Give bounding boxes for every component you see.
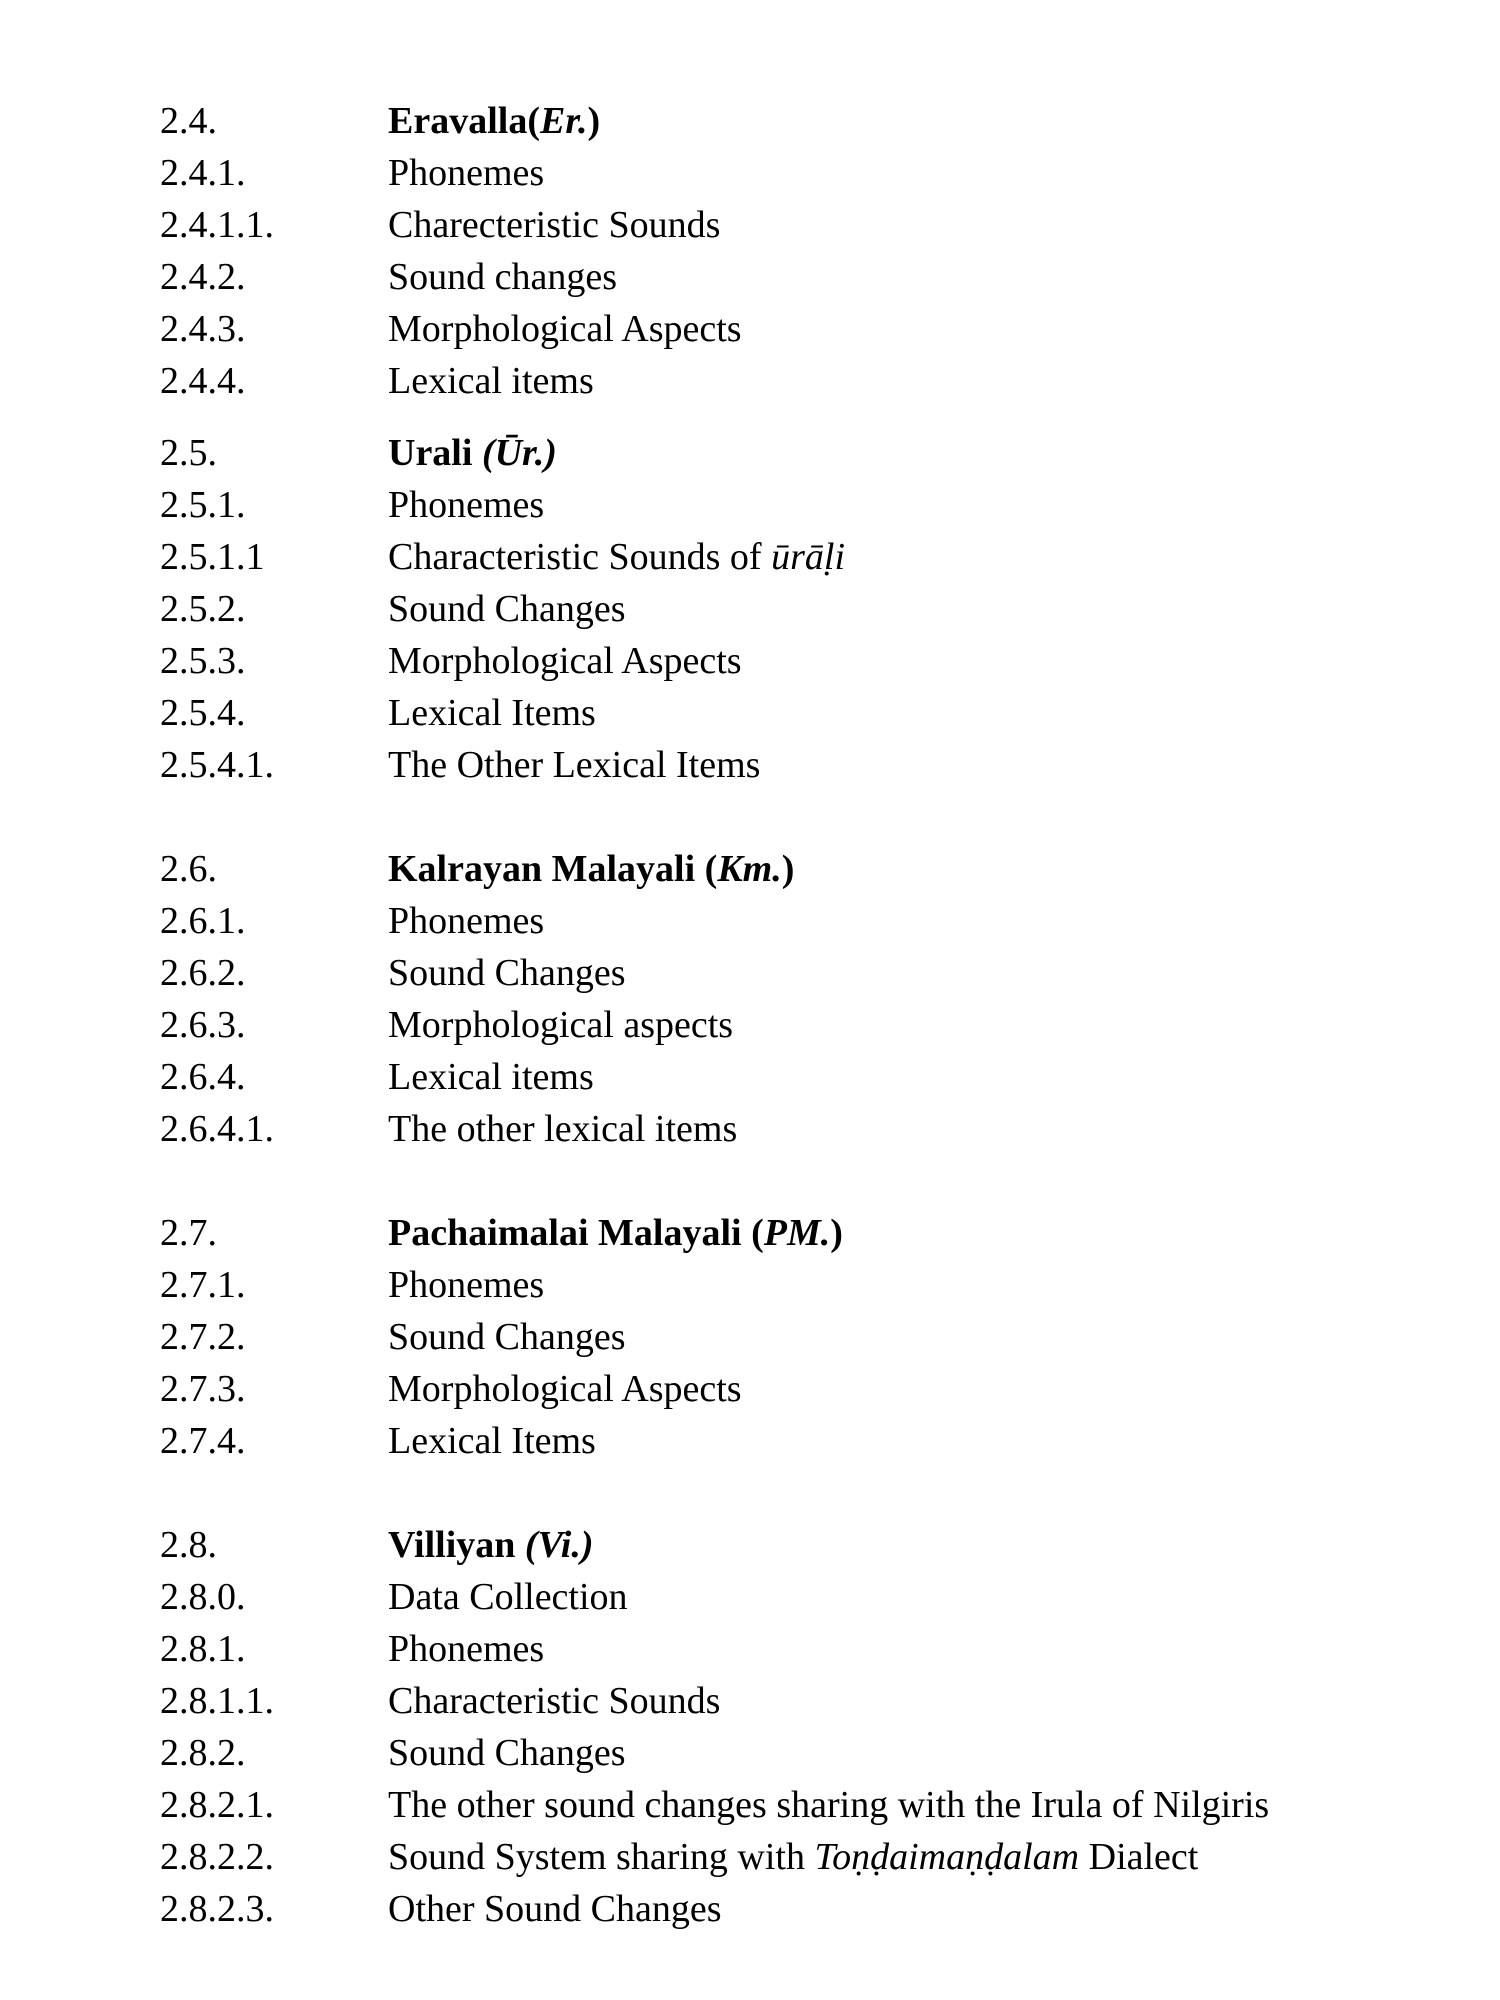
section-heading bbox=[160, 1519, 1460, 1571]
entry-number: 2.7.4. bbox=[160, 1420, 246, 1462]
entry-label: Morphological Aspects bbox=[388, 640, 742, 682]
toc-entry bbox=[160, 583, 1460, 635]
entry-number: 2.4.4. bbox=[160, 360, 246, 402]
entry-label: Data Collection bbox=[388, 1576, 628, 1618]
entry-number: 2.5.4.1. bbox=[160, 744, 274, 786]
entry-number: 2.5.1. bbox=[160, 484, 246, 526]
section-title: Urali (Ūr.) bbox=[388, 432, 557, 474]
section-heading bbox=[160, 1207, 1460, 1259]
section-spacer bbox=[160, 1155, 1460, 1207]
entry-label: Phonemes bbox=[388, 484, 545, 526]
entry-number: 2.8.2.2. bbox=[160, 1836, 274, 1878]
entry-number: 2.7.3. bbox=[160, 1368, 246, 1410]
toc-entry bbox=[160, 303, 1460, 355]
table-of-contents bbox=[160, 95, 1460, 1935]
toc-entry bbox=[160, 947, 1460, 999]
entry-number: 2.8.1. bbox=[160, 1628, 246, 1670]
toc-entry bbox=[160, 895, 1460, 947]
section-2-6 bbox=[160, 843, 1460, 1155]
section-number: 2.6. bbox=[160, 848, 217, 890]
entry-label: Characteristic Sounds of ūrāḷi bbox=[388, 536, 845, 578]
toc-entry bbox=[160, 687, 1460, 739]
entry-number: 2.6.4. bbox=[160, 1056, 246, 1098]
toc-entry bbox=[160, 1259, 1460, 1311]
section-number: 2.7. bbox=[160, 1212, 217, 1254]
entry-number: 2.6.1. bbox=[160, 900, 246, 942]
toc-entry bbox=[160, 147, 1460, 199]
entry-label: Sound Changes bbox=[388, 952, 626, 994]
entry-number: 2.6.2. bbox=[160, 952, 246, 994]
entry-number: 2.5.4. bbox=[160, 692, 246, 734]
toc-entry bbox=[160, 479, 1460, 531]
entry-italic-term: ūrāḷi bbox=[771, 536, 845, 578]
section-title: Eravalla(Er.) bbox=[388, 100, 601, 142]
toc-entry bbox=[160, 199, 1460, 251]
toc-entry bbox=[160, 739, 1460, 791]
toc-entry bbox=[160, 1103, 1460, 1155]
entry-label: Lexical items bbox=[388, 1056, 594, 1098]
entry-number: 2.7.2. bbox=[160, 1316, 246, 1358]
entry-label: Phonemes bbox=[388, 1264, 545, 1306]
entry-number: 2.6.4.1. bbox=[160, 1108, 274, 1150]
toc-entry bbox=[160, 1883, 1460, 1935]
toc-entry bbox=[160, 1571, 1460, 1623]
entry-number: 2.8.2.3. bbox=[160, 1888, 274, 1930]
toc-entry bbox=[160, 1779, 1460, 1831]
entry-number: 2.5.3. bbox=[160, 640, 246, 682]
toc-entry bbox=[160, 251, 1460, 303]
entry-label: Morphological Aspects bbox=[388, 308, 742, 350]
entry-label: Phonemes bbox=[388, 1628, 545, 1670]
entry-label: Lexical Items bbox=[388, 1420, 596, 1462]
toc-entry bbox=[160, 635, 1460, 687]
toc-entry bbox=[160, 999, 1460, 1051]
entry-number: 2.4.3. bbox=[160, 308, 246, 350]
toc-entry bbox=[160, 1831, 1460, 1883]
entry-number: 2.7.1. bbox=[160, 1264, 246, 1306]
section-title: Kalrayan Malayali (Km.) bbox=[388, 848, 795, 890]
entry-label: Sound Changes bbox=[388, 1732, 626, 1774]
entry-label: The Other Lexical Items bbox=[388, 744, 761, 786]
entry-label: The other sound changes sharing with the Irula of Nilgiris bbox=[388, 1784, 1270, 1826]
entry-number: 2.4.2. bbox=[160, 256, 246, 298]
entry-label: Phonemes bbox=[388, 900, 545, 942]
entry-label: Lexical Items bbox=[388, 692, 596, 734]
section-2-5 bbox=[160, 427, 1460, 791]
entry-label: Characteristic Sounds bbox=[388, 1680, 721, 1722]
section-title: Villiyan (Vi.) bbox=[388, 1524, 594, 1566]
section-2-4 bbox=[160, 95, 1460, 407]
entry-italic-term: Toṇḍaimaṇḍalam bbox=[814, 1836, 1080, 1878]
entry-label: Phonemes bbox=[388, 152, 545, 194]
entry-label: Sound Changes bbox=[388, 588, 626, 630]
toc-entry bbox=[160, 1051, 1460, 1103]
entry-label: Other Sound Changes bbox=[388, 1888, 722, 1930]
section-heading bbox=[160, 427, 1460, 479]
section-number: 2.8. bbox=[160, 1524, 217, 1566]
entry-number: 2.4.1.1. bbox=[160, 204, 274, 246]
entry-number: 2.8.2.1. bbox=[160, 1784, 274, 1826]
entry-label: Lexical items bbox=[388, 360, 594, 402]
toc-entry bbox=[160, 1675, 1460, 1727]
section-spacer bbox=[160, 791, 1460, 843]
toc-entry bbox=[160, 355, 1460, 407]
entry-number: 2.5.1.1 bbox=[160, 536, 265, 578]
entry-number: 2.6.3. bbox=[160, 1004, 246, 1046]
entry-label: Sound System sharing with Toṇḍaimaṇḍalam Dialect bbox=[388, 1836, 1199, 1878]
section-2-8 bbox=[160, 1519, 1460, 1935]
entry-label: Morphological aspects bbox=[388, 1004, 734, 1046]
entry-label: Sound Changes bbox=[388, 1316, 626, 1358]
section-title: Pachaimalai Malayali (PM.) bbox=[388, 1212, 843, 1254]
toc-entry bbox=[160, 1363, 1460, 1415]
entry-label: The other lexical items bbox=[388, 1108, 738, 1150]
section-spacer bbox=[160, 1467, 1460, 1519]
entry-label: Sound changes bbox=[388, 256, 618, 298]
entry-number: 2.4.1. bbox=[160, 152, 246, 194]
toc-entry bbox=[160, 1623, 1460, 1675]
toc-entry bbox=[160, 1415, 1460, 1467]
section-2-7 bbox=[160, 1207, 1460, 1467]
section-heading bbox=[160, 95, 1460, 147]
section-number: 2.5. bbox=[160, 432, 217, 474]
section-number: 2.4. bbox=[160, 100, 217, 142]
section-heading bbox=[160, 843, 1460, 895]
toc-entry bbox=[160, 1311, 1460, 1363]
entry-number: 2.8.2. bbox=[160, 1732, 246, 1774]
toc-entry bbox=[160, 1727, 1460, 1779]
entry-label: Morphological Aspects bbox=[388, 1368, 742, 1410]
entry-number: 2.5.2. bbox=[160, 588, 246, 630]
entry-number: 2.8.1.1. bbox=[160, 1680, 274, 1722]
entry-number: 2.8.0. bbox=[160, 1576, 246, 1618]
section-spacer bbox=[160, 407, 1460, 427]
toc-entry bbox=[160, 531, 1460, 583]
entry-label: Charecteristic Sounds bbox=[388, 204, 721, 246]
